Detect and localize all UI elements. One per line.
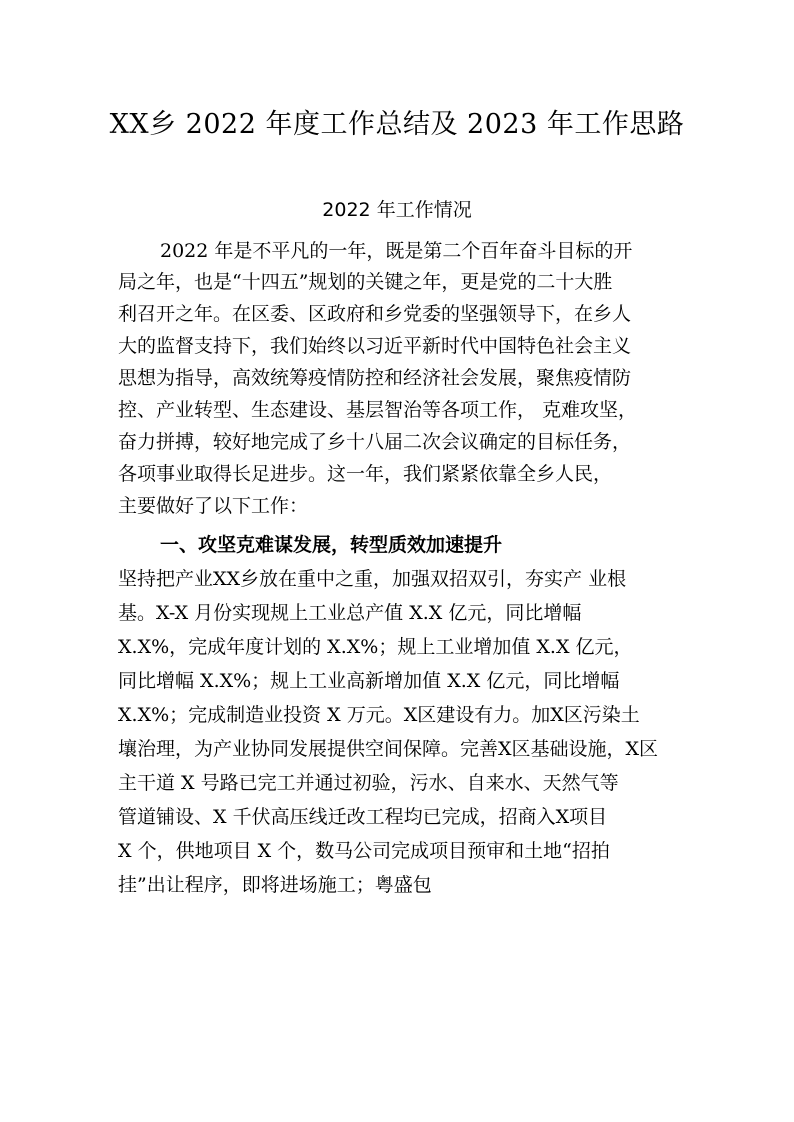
- document-title: XX乡 2022 年度工作总结及 2023 年工作思路: [109, 109, 685, 140]
- subheading: 一、攻坚克难谋发展，转型质效加速提升: [160, 534, 503, 556]
- paragraph-line: 大的监督支持下，我们始终以习近平新时代中国特色社会主义: [118, 335, 632, 357]
- paragraph-line: 管道铺设、X 千伏高压线迁改工程均已完成，招商入X项目: [118, 806, 608, 828]
- paragraph-line: 壤治理，为产业协同发展提供空间保障。完善X区基础设施，X区: [118, 738, 659, 760]
- paragraph-line: 2022 年是不平凡的一年，既是第二个百年奋斗目标的开: [160, 240, 633, 262]
- paragraph-line: 主干道 X 号路已完工并通过初验，污水、自来水、天然气等: [118, 772, 619, 794]
- paragraph-line: X 个，供地项目 X 个，数马公司完成项目预审和土地“招拍: [118, 840, 610, 862]
- paragraph-line: X.X%；完成制造业投资 X 万元。X区建设有力。加X区污染土: [118, 704, 640, 726]
- paragraph-line: 各项事业取得长足进步。这一年，我们紧紧依靠全乡人民，: [118, 463, 613, 485]
- paragraph-line: 坚持把产业XX乡放在重中之重，加强双招双引，夯实产 业根: [118, 568, 627, 590]
- paragraph-line: 挂”出让程序，即将进场施工；粤盛包: [118, 874, 432, 896]
- paragraph-line: X.X%，完成年度计划的 X.X%；规上工业增加值 X.X 亿元，: [118, 636, 633, 658]
- paragraph-line: 利召开之年。在区委、区政府和乡党委的坚强领导下，在乡人: [118, 303, 632, 325]
- paragraph-line: 基。X-X 月份实现规上工业总产值 X.X 亿元，同比增幅: [118, 602, 582, 624]
- paragraph-line: 控、产业转型、生态建设、基层智治等各项工作， 克难攻坚，: [118, 399, 638, 421]
- paragraph-line: 思想为指导，高效统筹疫情防控和经济社会发展，聚焦疫情防: [118, 367, 632, 389]
- paragraph-line: 同比增幅 X.X%；规上工业高新增加值 X.X 亿元，同比增幅: [118, 670, 620, 692]
- paragraph-line: 主要做好了以下工作：: [118, 495, 309, 517]
- paragraph-line: 奋力拼搏，较好地完成了乡十八届二次会议确定的目标任务，: [118, 431, 632, 453]
- section-heading: 2022 年工作情况: [322, 199, 472, 221]
- paragraph-line: 局之年，也是“十四五”规划的关键之年，更是党的二十大胜: [118, 271, 613, 293]
